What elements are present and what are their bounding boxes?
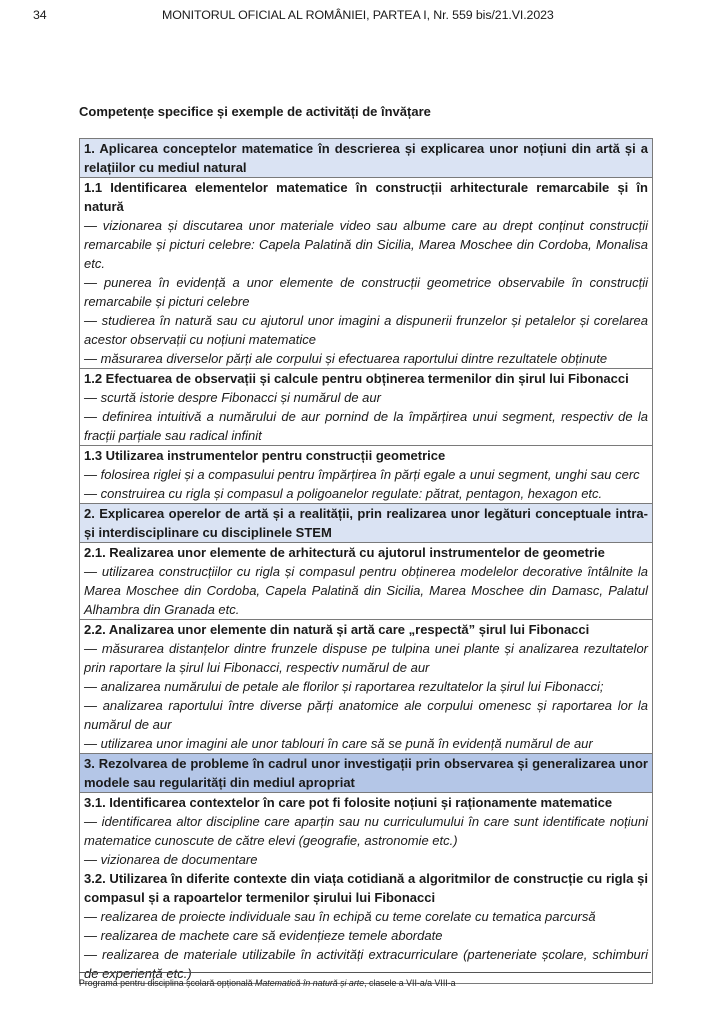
page-footer: [79, 978, 456, 988]
specific-competence-title: 1.3 Utilizarea instrumentelor pentru construcții geometrice: [84, 448, 446, 463]
activity-item: — măsurarea distanțelor dintre frunzele dispuse pe tulpina unei plante și analizarea rezultatelor prin raportare la șirul lui Fibonacci, respectiv numărul de aur: [84, 641, 648, 675]
page-header: [0, 8, 724, 28]
journal-title: MONITORUL OFICIAL AL ROMÂNIEI, PARTEA I, Nr. 559 bis/21.VI.2023: [162, 8, 554, 22]
activity-item: — scurtă istorie despre Fibonacci și numărul de aur: [84, 390, 381, 405]
general-competence-2: 2. Explicarea operelor de artă și a realității, prin realizarea unor legături conceptuale intra- și interdisciplinare cu disciplinele STEM: [80, 504, 653, 543]
specific-competence-cell: [80, 446, 653, 504]
activity-item: — realizarea de proiecte individuale sau în echipă cu teme corelate cu tematica parcursă: [84, 909, 596, 924]
activity-item: — folosirea riglei și a compasului pentru împărțirea în părți egale a unui segment, unghi sau cerc: [84, 467, 640, 482]
page-number: 34: [33, 8, 47, 22]
activity-item: — vizionarea și discutarea unor materiale video sau albume care au drept conținut construcții remarcabile și picturi celebre: Capela Palatină din Sicilia, Marea Moschee din Cordoba, Monalisa etc.: [84, 218, 648, 271]
specific-competence-title: 2.2. Analizarea unor elemente din natură și artă care „respectă” șirul lui Fibonacci: [84, 622, 590, 637]
specific-competence-row: [80, 543, 653, 620]
specific-competence-cell: [80, 620, 653, 754]
specific-competence-row: [80, 446, 653, 504]
activity-item: — definirea intuitivă a numărului de aur pornind de la împărțirea unui segment, respectiv de la fracții parțiale sau radical infinit: [84, 409, 648, 443]
activity-item: — măsurarea diverselor părți ale corpului și efectuarea raportului dintre rezultatele obținute: [84, 351, 608, 366]
general-competence-1: 1. Aplicarea conceptelor matematice în descrierea și explicarea unor noțiuni din artă și a relațiilor cu mediul natural: [80, 139, 653, 178]
specific-competence-title: 1.2 Efectuarea de observații și calcule pentru obținerea termenilor din șirul lui Fibonacci: [84, 371, 629, 386]
specific-competence-row: [80, 793, 653, 984]
activity-item: — construirea cu rigla și compasul a poligoanelor regulate: pătrat, pentagon, hexagon etc.: [84, 486, 603, 501]
activity-item: — utilizarea construcțiilor cu rigla și compasul pentru obținerea modelelor decorative întâlnite la Marea Moschee din Cordoba, Capela Palatină din Sicilia, Marea Moschee din Damasc, Palatul Alhambra din Granada etc.: [84, 564, 648, 617]
general-competence-row: [80, 504, 653, 543]
activity-item: — realizarea de materiale utilizabile în activități extracurriculare (parteneriate școlare, schimburi de experiență etc.): [84, 947, 648, 981]
section-title: Competențe specifice și exemple de activități de învățare: [79, 104, 431, 119]
footer-subject: Matematică în natură și arte: [255, 978, 365, 988]
specific-competence-row: [80, 620, 653, 754]
specific-competence-title: 3.2. Utilizarea în diferite contexte din viața cotidiană a algoritmilor de construcție cu rigla și compasul și a rapoartelor termenilor șirului lui Fibonacci: [84, 871, 648, 905]
activity-item: — analizarea raportului între diverse părți anatomice ale corpului omenesc și raportarea lor la numărul de aur: [84, 698, 648, 732]
general-competence-row: [80, 139, 653, 178]
specific-competence-cell: [80, 178, 653, 369]
competences-table: [79, 138, 653, 984]
activity-item: — identificarea altor discipline care aparțin sau nu curriculumului în care sunt identificate noțiuni matematice cunoscute de către elevi (geografie, astronomie etc.): [84, 814, 648, 848]
activity-item: — studierea în natură sau cu ajutorul unor imagini a dispunerii frunzelor și petalelor și corelarea acestor observații cu noțiuni matematice: [84, 313, 648, 347]
specific-competence-cell: [80, 543, 653, 620]
activity-item: — vizionarea de documentare: [84, 852, 258, 867]
specific-competence-title: 2.1. Realizarea unor elemente de arhitectură cu ajutorul instrumentelor de geometrie: [84, 545, 605, 560]
general-competence-3: 3. Rezolvarea de probleme în cadrul unor investigații prin observarea și generalizarea unor modele sau regularități din mediul apropriat: [80, 754, 653, 793]
specific-competence-row: [80, 369, 653, 446]
general-competence-row: [80, 754, 653, 793]
specific-competence-row: [80, 178, 653, 369]
footer-divider: [79, 972, 651, 973]
activity-item: — realizarea de machete care să evidențieze temele abordate: [84, 928, 443, 943]
footer-prefix: Programa pentru disciplina școlară opțională: [79, 978, 256, 988]
specific-competence-title: 3.1. Identificarea contextelor în care pot fi folosite noțiuni și raționamente matematice: [84, 795, 613, 810]
activity-item: — punerea în evidență a unor elemente de construcții geometrice observabile în construcții remarcabile și picturi celebre: [84, 275, 648, 309]
footer-suffix: , clasele a VII-a/a VIII-a: [364, 978, 456, 988]
specific-competence-title: 1.1 Identificarea elementelor matematice în construcții arhitecturale remarcabile și în natură: [84, 180, 648, 214]
specific-competence-cell: [80, 369, 653, 446]
activity-item: — analizarea numărului de petale ale florilor și raportarea rezultatelor la șirul lui Fibonacci;: [84, 679, 604, 694]
activity-item: — utilizarea unor imagini ale unor tablouri în care să se pună în evidență numărul de aur: [84, 736, 593, 751]
specific-competence-cell: [80, 793, 653, 984]
